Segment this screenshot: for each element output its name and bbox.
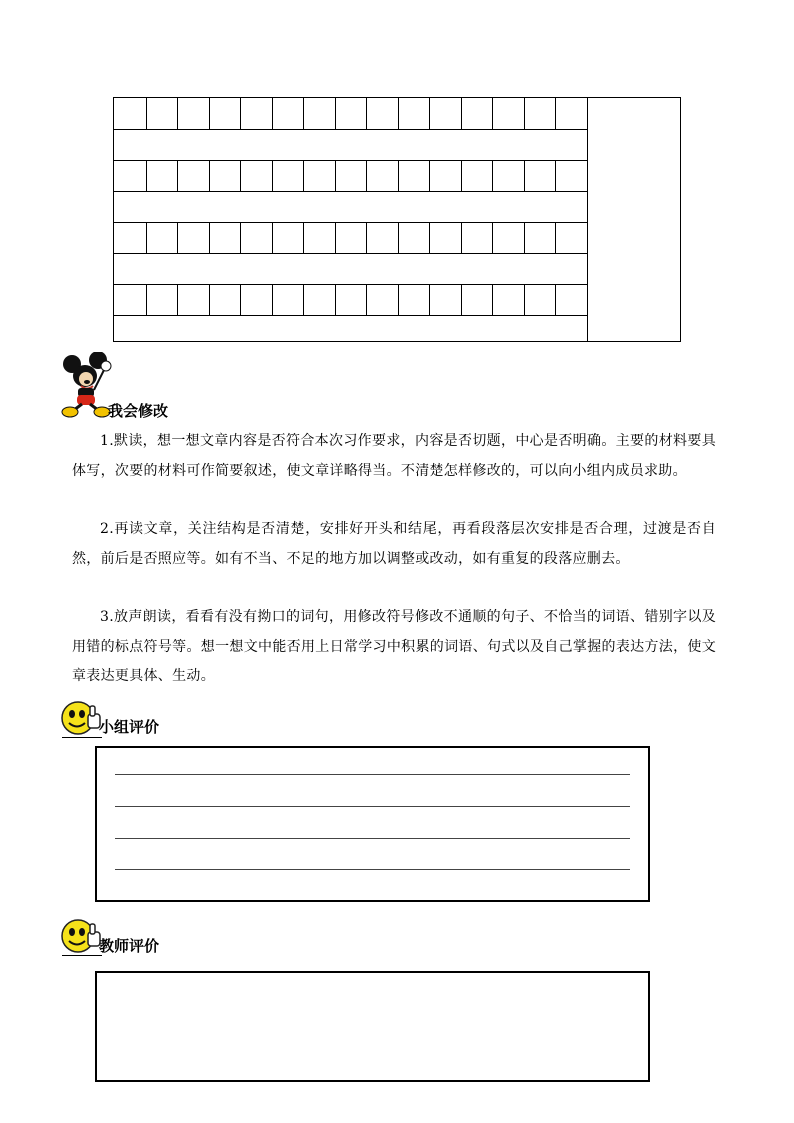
grid-cell-divider — [555, 222, 556, 253]
grid-cell-divider — [209, 160, 210, 191]
revise-paragraph-1: 1.默读，想一想文章内容是否符合本次习作要求，内容是否切题，中心是否明确。主要的材料要具体写，次要的材料可作简要叙述，使文章详略得当。不清楚怎样修改的，可以向小组内成员求助。 — [72, 433, 716, 479]
grid-cell-divider — [366, 160, 367, 191]
grid-cell-row — [114, 222, 587, 253]
answer-line — [115, 838, 630, 839]
teacher-eval-title: 教师评价 — [99, 937, 160, 955]
grid-cell-divider — [366, 98, 367, 129]
grid-cell-divider — [366, 222, 367, 253]
heading-underline — [62, 955, 102, 956]
grid-cell-divider — [146, 222, 147, 253]
grid-margin-column — [587, 98, 588, 341]
grid-cell-divider — [177, 160, 178, 191]
grid-cell-divider — [524, 284, 525, 315]
grid-cell-divider — [303, 284, 304, 315]
grid-cell-divider — [209, 284, 210, 315]
grid-row-line — [114, 253, 587, 254]
grid-cell-divider — [303, 98, 304, 129]
grid-cell-divider — [209, 222, 210, 253]
grid-cell-divider — [398, 160, 399, 191]
grid-cell-divider — [272, 222, 273, 253]
grid-cell-divider — [177, 284, 178, 315]
grid-cell-divider — [272, 284, 273, 315]
smiley-thumbs-up-icon — [60, 700, 104, 738]
smiley-thumbs-up-icon — [60, 918, 104, 956]
writing-grid — [113, 97, 681, 342]
grid-cell-divider — [461, 98, 462, 129]
grid-cell-divider — [177, 98, 178, 129]
grid-cell-divider — [492, 284, 493, 315]
grid-cell-divider — [429, 222, 430, 253]
grid-cell-divider — [272, 98, 273, 129]
grid-cell-divider — [335, 160, 336, 191]
heading-underline — [62, 737, 102, 738]
answer-line — [115, 806, 630, 807]
grid-cell-divider — [146, 284, 147, 315]
grid-cell-divider — [555, 160, 556, 191]
grid-cell-divider — [335, 222, 336, 253]
grid-cell-divider — [398, 284, 399, 315]
grid-cell-divider — [492, 222, 493, 253]
grid-cell-divider — [366, 284, 367, 315]
grid-cell-divider — [303, 222, 304, 253]
grid-cell-divider — [555, 98, 556, 129]
grid-cell-divider — [429, 98, 430, 129]
grid-cell-divider — [177, 222, 178, 253]
grid-cell-divider — [461, 160, 462, 191]
grid-row-line — [114, 129, 587, 130]
teacher-eval-box[interactable] — [95, 971, 650, 1082]
grid-cell-divider — [398, 98, 399, 129]
revise-paragraph-2: 2.再读文章，关注结构是否清楚，安排好开头和结尾，再看段落层次安排是否合理，过渡是否自然，前后是否照应等。如有不当、不足的地方加以调整或改动，如有重复的段落应删去。 — [72, 521, 716, 567]
grid-cell-divider — [240, 160, 241, 191]
revise-title: 我会修改 — [108, 402, 169, 420]
grid-cell-divider — [555, 284, 556, 315]
grid-cell-divider — [398, 222, 399, 253]
grid-cell-row — [114, 160, 587, 191]
answer-line — [115, 869, 630, 870]
grid-cell-divider — [303, 160, 304, 191]
grid-cell-divider — [240, 98, 241, 129]
grid-cell-divider — [240, 222, 241, 253]
grid-cell-divider — [335, 284, 336, 315]
grid-cell-row — [114, 284, 587, 315]
grid-cell-divider — [461, 284, 462, 315]
group-eval-box[interactable] — [95, 746, 650, 902]
grid-row-line — [114, 191, 587, 192]
revise-paragraph-3: 3.放声朗读，看看有没有拗口的词句，用修改符号修改不通顺的句子、不恰当的词语、错别字以及用错的标点符号等。想一想文中能否用上日常学习中积累的词语、句式以及自己掌握的表达方法，使文章表达更具体、生动。 — [72, 609, 716, 684]
grid-cell-divider — [492, 98, 493, 129]
grid-cell-divider — [429, 284, 430, 315]
grid-cell-divider — [146, 98, 147, 129]
grid-cell-divider — [524, 222, 525, 253]
grid-cell-divider — [240, 284, 241, 315]
grid-cell-divider — [272, 160, 273, 191]
grid-cell-divider — [146, 160, 147, 191]
answer-line — [115, 774, 630, 775]
grid-cell-divider — [209, 98, 210, 129]
grid-row-line — [114, 315, 587, 316]
grid-cell-divider — [461, 222, 462, 253]
grid-cell-divider — [492, 160, 493, 191]
grid-cell-divider — [524, 98, 525, 129]
grid-cell-divider — [524, 160, 525, 191]
grid-cell-divider — [429, 160, 430, 191]
grid-cell-divider — [335, 98, 336, 129]
group-eval-title: 小组评价 — [99, 718, 160, 736]
grid-cell-row — [114, 98, 587, 129]
